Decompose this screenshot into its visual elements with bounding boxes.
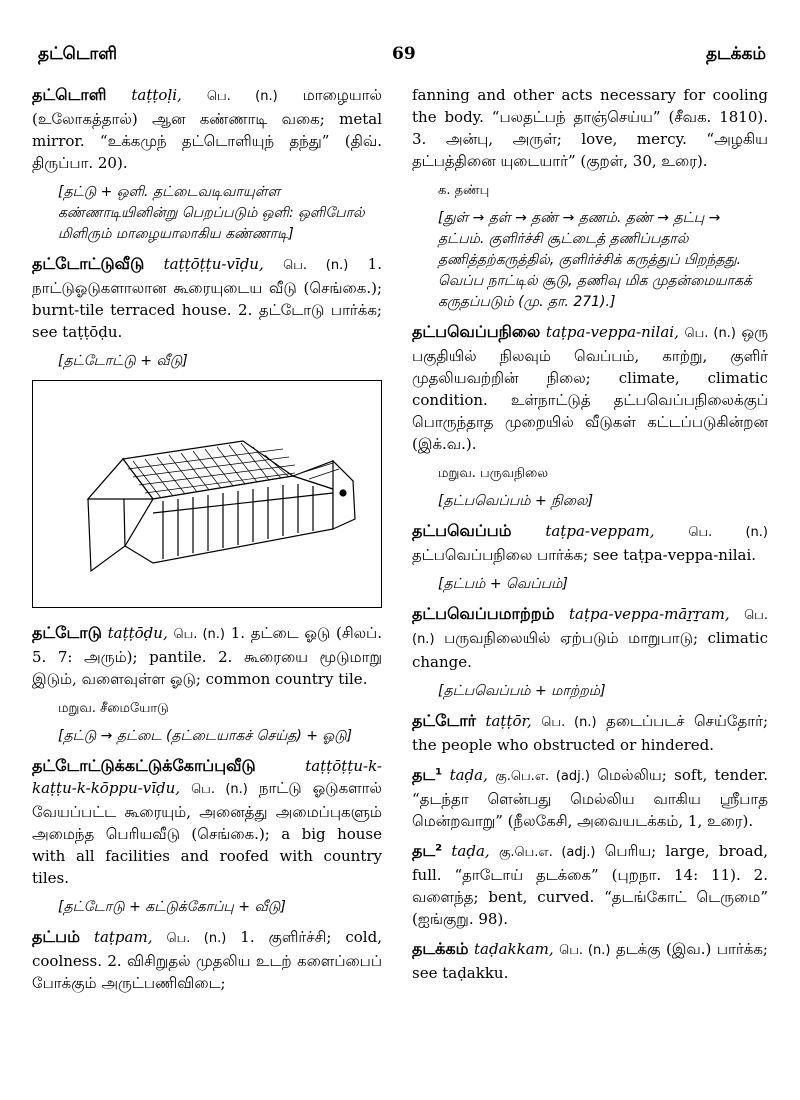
headword: தட்டொளி	[32, 85, 107, 104]
headword: தட்டோர்	[412, 711, 476, 730]
part-of-speech: பெ. (n.)	[191, 782, 248, 797]
synonym: மறுவ. சீமையோடு	[58, 701, 169, 716]
etymology: [தட்டு + ஒளி. தட்டைவடிவாயுள்ள கண்ணாடியினின்று பெறப்படும் ஒளி: ஒளிபோல் மிளிரும் மாழையாலாகிய கண்ணாடி]	[58, 184, 365, 242]
entry-tatpam	[32, 926, 382, 994]
part-of-speech: பெ. (n.)	[684, 326, 736, 341]
definition: மெல்லிய; soft, tender. “தடந்தா ளென்பது மெல்லிய வாகிய ஸ்ரீபாத மென்றவாறு” (நீலகேசி, அவையடக்கம், 1, உரை).	[412, 766, 768, 830]
transliteration: taṭpa-veppa-māṟṟam,	[568, 605, 730, 623]
headword: தட்பவெப்பம்	[412, 521, 512, 540]
transliteration: taḍa,	[451, 842, 490, 860]
entry-tattoli	[32, 84, 382, 174]
transliteration: taṭṭōr,	[485, 712, 532, 730]
definition: தடக்கு (இவ.) பார்க்க; see taḍakku.	[412, 940, 768, 982]
entry-tattodu	[32, 622, 382, 690]
etymology: [தட்டு → தட்டை (தட்டையாகச் செய்த) + ஓடு]	[58, 728, 353, 744]
definition: ஒரு பகுதியில் நிலவும் வெப்பம், காற்று, குளிர் முதலியவற்றின் நிலை; climate, climatic condition. உள்நாட்டுத் தட்பவெப்பநிலைக்குப் பொருந்தாத முறையில் வீடுகள் கட்டப்படுகின்றன (இக்.வ.).	[412, 323, 768, 453]
entry-tattor	[412, 710, 768, 756]
headword: தட¹	[412, 765, 443, 784]
part-of-speech: பெ. (n.)	[173, 627, 225, 642]
header-guide-word-left: தட்டொளி	[38, 44, 118, 64]
transliteration: taḍa,	[449, 766, 488, 784]
house-illustration	[32, 380, 382, 608]
part-of-speech: கு.பெ.எ. (adj.)	[498, 845, 596, 860]
definition: மாழையால் (உலோகத்தால்) ஆன கண்ணாடி வகை; metal mirror. “உக்கமுந் தட்டொளியுந் தந்து” (திவ். திருப்பா. 20).	[32, 86, 382, 172]
cognate: க. தண்பு	[438, 183, 490, 198]
page-number: 69	[392, 44, 416, 64]
part-of-speech: பெ. (n.)	[412, 608, 768, 647]
right-column	[412, 84, 768, 992]
part-of-speech: பெ. (n.)	[206, 89, 278, 104]
entry-tada-1	[412, 764, 768, 832]
etymology: [தட்பவெப்பம் + நிலை]	[438, 493, 594, 509]
headword: தட²	[412, 841, 443, 860]
transliteration: taṭpa-veppam,	[545, 522, 655, 540]
transliteration: taṭpam,	[93, 928, 153, 946]
headword: தட்டோட்டுவீடு	[32, 254, 145, 273]
entry-tattottuvidu	[32, 253, 382, 343]
part-of-speech: பெ. (n.)	[688, 525, 768, 540]
transliteration: taṭṭōṭṭu-k-kaṭṭu-k-kōppu-vīḍu,	[32, 757, 382, 797]
part-of-speech: கு.பெ.எ. (adj.)	[495, 769, 590, 784]
entry-tatpaveppam	[412, 520, 768, 566]
etymology: [துள் → தள் → தண் → தணம். தண் → தட்பு → தட்பம். குளிர்ச்சி சூட்டைத் தணிப்பதால் தணித்தற்கருத்தில், குளிர்ச்சிக் கருத்துப் பிறந்தது. வெப்ப நாட்டில் சூடு, தணிவு மிக முதன்மையாகக் கருதப்படும் (மு. தா. 271).]	[438, 210, 752, 310]
headword: தட்பம்	[32, 927, 80, 946]
entry-tatpaveppamarram	[412, 603, 768, 673]
definition: 1. குளிர்ச்சி; cold, coolness. 2. விசிறுதல் முதலிய உடற் களைப்பைப் போக்கும் அருட்பணிவிடை;	[32, 928, 382, 992]
headword: தட்பவெப்பமாற்றம்	[412, 604, 555, 623]
etymology: [தட்பம் + வெப்பம்]	[438, 576, 568, 592]
etymology: [தட்பவெப்பம் + மாற்றம்]	[438, 683, 606, 699]
entry-tada-2	[412, 840, 768, 930]
definition: தட்பவெப்பநிலை பார்க்க; see taṭpa-veppa-nilai.	[412, 546, 757, 564]
transliteration: taṭṭōṭṭu-vīḍu,	[163, 255, 264, 273]
transliteration: taṭṭōḍu,	[107, 624, 168, 642]
part-of-speech: பெ. (n.)	[541, 715, 597, 730]
synonym: மறுவ. பருவநிலை	[438, 466, 549, 481]
definition: தடைப்படச் செய்தோர்; the people who obstructed or hindered.	[412, 712, 768, 754]
page-header	[38, 44, 766, 74]
entry-tatpaveppanilai	[412, 321, 768, 455]
tiled-house-drawing	[33, 381, 380, 606]
part-of-speech: பெ. (n.)	[166, 931, 227, 946]
part-of-speech: பெ. (n.)	[559, 943, 611, 958]
etymology: [தட்டோடு + கட்டுக்கோப்பு + வீடு]	[58, 899, 286, 915]
headword: தட்டோடு	[32, 623, 102, 642]
part-of-speech: பெ. (n.)	[283, 258, 349, 273]
header-guide-word-right: தடக்கம்	[705, 44, 766, 64]
headword: தட்பவெப்பநிலை	[412, 322, 541, 341]
etymology: [தட்டோட்டு + வீடு]	[58, 353, 188, 369]
entry-tatpam-continued	[412, 84, 768, 172]
headword: தட்டோட்டுக்கட்டுக்கோப்புவீடு	[32, 756, 256, 775]
definition: 1. தட்டை ஓடு (சிலப். 5. 7: அரும்); pantile. 2. கூரையை மூடுமாறு இடும், வளைவுள்ள ஓடு; common country tile.	[32, 624, 382, 688]
definition: 1. நாட்டுஓடுகளாலான கூரையுடைய வீடு (செங்கை.); burnt-tile terraced house. 2. தட்டோடு பார்க்க; see taṭṭōḍu.	[32, 255, 382, 341]
transliteration: taṭpa-veppa-nilai,	[545, 323, 679, 341]
entry-tattottukkattukkoppuvidu	[32, 755, 382, 889]
headword: தடக்கம்	[412, 939, 469, 958]
definition: fanning and other acts necessary for cooling the body. “பலதட்பந் தாஞ்செய்ய” (சீவக. 1810). 3. அன்பு, அருள்; love, mercy. “அழகிய தட்பத்தினை யுடையார்” (குறள், 30, உரை).	[412, 86, 768, 170]
transliteration: taḍakkam,	[474, 940, 554, 958]
transliteration: taṭṭoḷi,	[131, 86, 182, 104]
entry-tadakkam	[412, 938, 768, 984]
definition: நாட்டு ஓடுகளால் வேயப்பட்ட கூரையும், அனைத்து அமைப்புகளும் அமைந்த பெரியவீடு (செங்கை.); a big house with all facilities and roofed with country tiles.	[32, 779, 382, 887]
definition: பருவநிலையில் ஏற்படும் மாறுபாடு; climatic change.	[412, 629, 768, 671]
definition: பெரிய; large, broad, full. “தாடோய் தடக்கை” (புறநா. 14: 11). 2. வளைந்த; bent, curved. “தடங்கோட் டெருமை” (ஐங்குறு. 98).	[412, 842, 768, 928]
left-column	[32, 84, 382, 1002]
